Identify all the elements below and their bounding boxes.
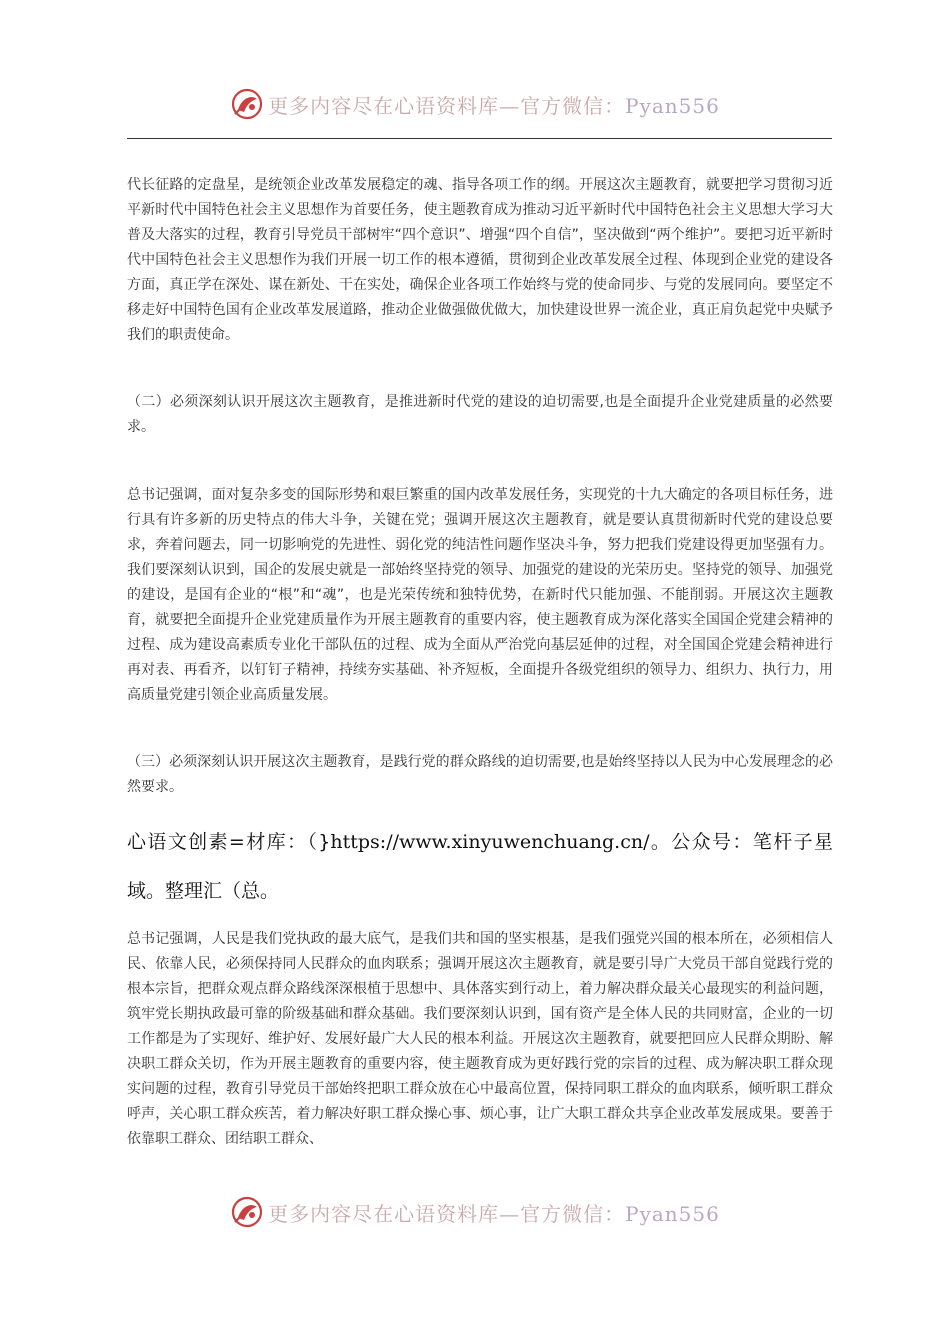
paragraph-1: 代长征路的定盘星，是统领企业改革发展稳定的魂、指导各项工作的纲。开展这次主题教育，就要把学习贯彻习近平新时代中国特色社会主义思想作为首要任务，使主题教育成为推动习近平新时代中国特色社会主义思想大学习大普及大落实的过程，教育引导党员干部树牢“四个意识”、增强“四个自信”，坚决做到“两个维护”。要把习近平新时代中国特色社会主义思想作为我们开展一切工作的根本遵循，贯彻到企业改革发展全过程、体现到企业党的建设各方面，真正学在深处、谋在新处、干在实处，确保企业各项工作始终与党的使命同步、与党的发展同向。要坚定不移走好中国特色国有企业改革发展道路，推动企业做强做优做大，加快建设世界一流企业，真正肩负起党中央赋予我们的职责使命。 bbox=[127, 177, 833, 343]
paragraph-3: 总书记强调，人民是我们党执政的最大底气，是我们共和国的坚实根基，是我们强党兴国的根本所在，必须相信人民、依靠人民，必须保持同人民群众的血肉联系；强调开展这次主题教育，就是要引导广大党员干部自觉践行党的根本宗旨，把群众观点群众路线深深根植于思想中、具体落实到行动上，着力解决群众最关心最现实的利益问题，筑牢党长期执政最可靠的阶级基础和群众基础。我们要深刻认识到，国有资产是全体人民的共同财富，企业的一切工作都是为了实现好、维护好、发展好最广大人民的根本利益。开展这次主题教育，就要把回应人民群众期盼、解决职工群众关切，作为开展主题教育的重要内容，使主题教育成为更好践行党的宗旨的过程、成为解决职工群众现实问题的过程，教育引导党员干部始终把职工群众放在心中最高位置，保持同职工群众的血肉联系，倾听职工群众呼声，关心职工群众疾苦，着力解决好职工群众操心事、烦心事，让广大职工群众共享企业改革发展成果。要善于依靠职工群众、团结职工群众、 bbox=[127, 931, 833, 1147]
header-banner bbox=[0, 84, 950, 124]
document-body bbox=[127, 173, 833, 1152]
promo-line bbox=[127, 818, 833, 916]
section-heading-2: （二）必须深刻认识开展这次主题教育，是推进新时代党的建设的迫切需要,也是全面提升企业党建质量的必然要求。 bbox=[127, 394, 833, 435]
brand-logo-icon bbox=[230, 87, 264, 121]
header-banner-text: 更多内容尽在心语资料库—官方微信：Pyan556 bbox=[268, 93, 720, 118]
paragraph-2: 总书记强调，面对复杂多变的国际形势和艰巨繁重的国内改革发展任务，实现党的十九大确定的各项目标任务，进行具有许多新的历史特点的伟大斗争，关键在党；强调开展这次主题教育，就是要认真贯彻新时代党的建设总要求，奔着问题去，同一切影响党的先进性、弱化党的纯洁性问题作坚决斗争，努力把我们党建设得更加坚强有力。我们要深刻认识到，国企的发展史就是一部始终坚持党的领导、加强党的建设的光荣历史。坚持党的领导、加强党的建设，是国有企业的“根”和“魂”，也是光荣传统和独特优势，在新时代只能加强、不能削弱。开展这次主题教育，就要把全面提升企业党建质量作为开展主题教育的重要内容，使主题教育成为深化落实全国国企党建会精神的过程、成为建设高素质专业化干部队伍的过程、成为全面从严治党向基层延伸的过程，对全国国企党建会精神进行再对表、再看齐，以钉钉子精神，持续夯实基础、补齐短板，全面提升各级党组织的领导力、组织力、执行力，用高质量党建引领企业高质量发展。 bbox=[127, 487, 833, 703]
promo-url: https://www.xinyuwenchuang.cn/ bbox=[330, 831, 650, 853]
header-wechat-id: Pyan556 bbox=[625, 93, 720, 118]
header-divider bbox=[127, 138, 832, 139]
promo-prefix: 心语文创素=材库：（} bbox=[127, 831, 331, 853]
section-heading-3: （三）必须深刻认识开展这次主题教育，是践行党的群众路线的迫切需要,也是始终坚持以人民为中心发展理念的必然要求。 bbox=[127, 754, 833, 795]
brand-logo-icon bbox=[230, 1195, 264, 1229]
footer-banner-text: 更多内容尽在心语资料库—官方微信：Pyan556 bbox=[268, 1201, 720, 1226]
footer-banner bbox=[0, 1192, 950, 1232]
footer-wechat-id: Pyan556 bbox=[625, 1201, 720, 1226]
promo-suffix: 。公众号：笔杆子星域。整理汇（总。 bbox=[127, 831, 833, 902]
